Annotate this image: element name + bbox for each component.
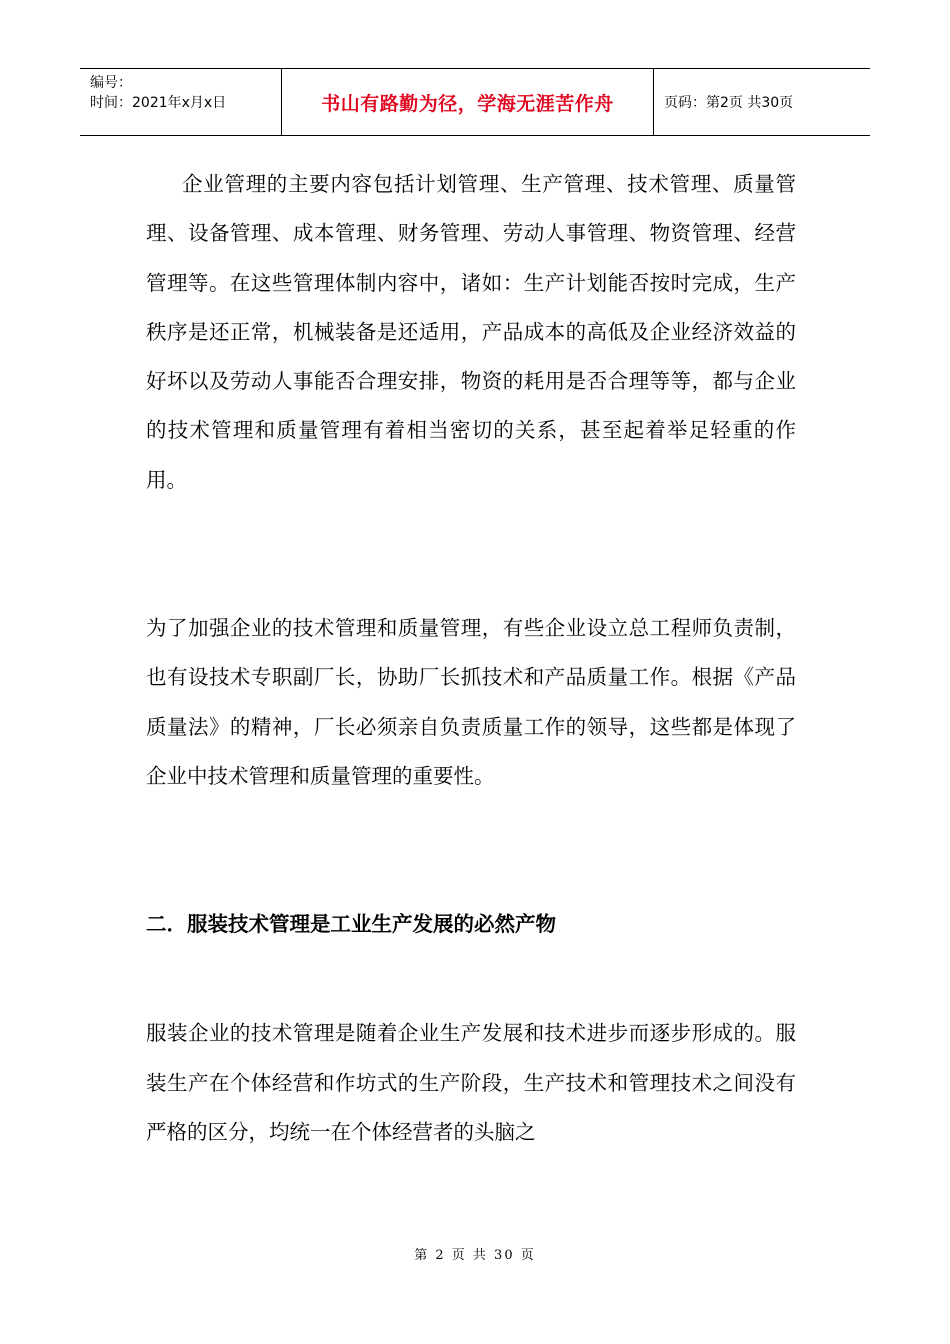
- document-body: [146, 160, 796, 1157]
- spacer: [146, 801, 796, 900]
- paragraph-3: 服装企业的技术管理是随着企业生产发展和技术进步而逐步形成的。服装生产在个体经营和作坊式的生产阶段，生产技术和管理技术之间没有严格的区分，均统一在个体经营者的头脑之: [146, 1021, 796, 1144]
- section-heading: 二．服装技术管理是工业生产发展的必然产物: [146, 912, 556, 937]
- document-number-label: 编号：: [90, 75, 132, 91]
- header-meta-cell: [80, 69, 282, 135]
- header-motto: 书山有路勤为径，学海无涯苦作舟: [282, 69, 654, 135]
- header-page-info: 页码：第2页 共30页: [664, 95, 794, 111]
- paragraph-2: 为了加强企业的技术管理和质量管理，有些企业设立总工程师负责制，也有设技术专职副厂长，协助厂长抓技术和产品质量工作。根据《产品质量法》的精神，厂长必须亲自负责质量工作的领导，这些都是体现了企业中技术管理和质量管理的重要性。: [146, 616, 796, 788]
- page-footer: 第 2 页 共 30 页: [414, 1248, 536, 1263]
- document-time-label: 时间：2021年x月x日: [90, 95, 227, 111]
- document-header: [80, 68, 870, 136]
- spacer: [146, 505, 796, 604]
- paragraph-1: 企业管理的主要内容包括计划管理、生产管理、技术管理、质量管理、设备管理、成本管理、财务管理、劳动人事管理、物资管理、经营管理等。在这些管理体制内容中，诸如：生产计划能否按时完成，生产秩序是还正常，机械装备是还适用，产品成本的高低及企业经济效益的好坏以及劳动人事能否合理安排，物资的耗用是否合理等等，都与企业的技术管理和质量管理有着相当密切的关系，甚至起着举足轻重的作用。: [146, 172, 796, 492]
- spacer: [146, 949, 796, 1009]
